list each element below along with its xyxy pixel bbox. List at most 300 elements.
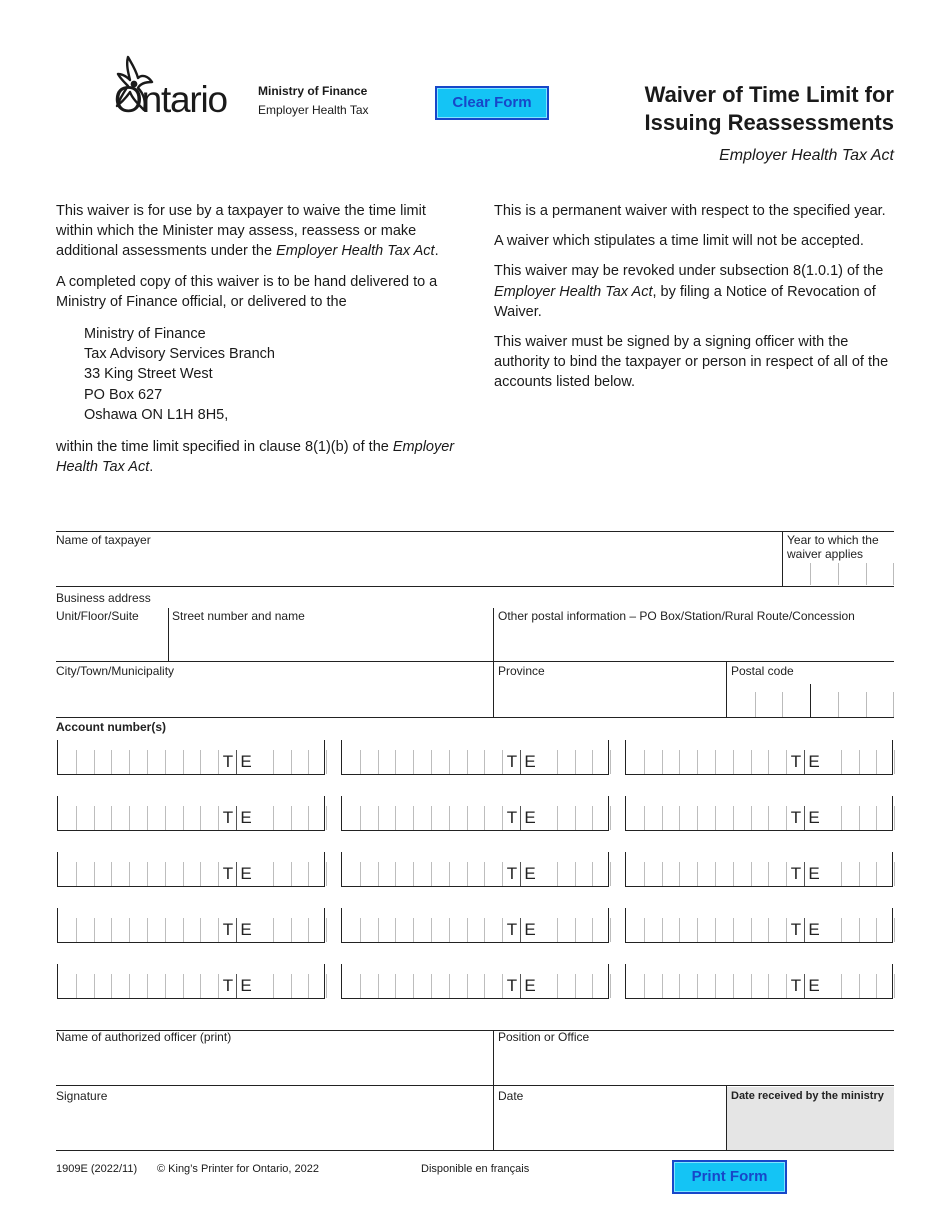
digit-divider xyxy=(413,974,414,998)
account-suffix-t: T xyxy=(790,976,802,995)
digit-divider xyxy=(557,918,558,942)
digit-divider xyxy=(147,806,148,830)
digit-divider xyxy=(449,750,450,774)
intro-text: . xyxy=(434,243,439,260)
digit-divider xyxy=(768,862,769,886)
digit-divider xyxy=(94,750,95,774)
digit-divider xyxy=(360,862,361,886)
year-label-line: Year to which the xyxy=(787,533,879,547)
digit-divider xyxy=(378,974,379,998)
intro-text: , by filing a Notice of Revocation of Waiver. xyxy=(494,283,876,320)
digit-divider xyxy=(575,750,576,774)
digit-divider xyxy=(592,862,593,886)
digit-divider xyxy=(733,750,734,774)
account-suffix-e: E xyxy=(240,808,252,827)
account-suffix-e: E xyxy=(808,864,820,883)
digit-divider xyxy=(273,806,274,830)
digit-divider xyxy=(662,974,663,998)
unit-field[interactable] xyxy=(56,625,166,659)
city-field[interactable] xyxy=(56,680,490,716)
intro-paragraph xyxy=(494,261,899,322)
digit-divider xyxy=(733,806,734,830)
digit-divider xyxy=(697,862,698,886)
digit-divider xyxy=(94,862,95,886)
digit-divider xyxy=(378,862,379,886)
digit-divider xyxy=(876,918,877,942)
divider xyxy=(168,608,169,661)
digit-divider xyxy=(644,862,645,886)
digit-divider xyxy=(147,862,148,886)
year-label-line: waiver applies xyxy=(787,547,864,561)
digit-divider xyxy=(894,918,895,942)
digit-divider xyxy=(360,974,361,998)
digit-divider xyxy=(147,974,148,998)
digit-divider xyxy=(273,974,274,998)
digit-divider xyxy=(76,918,77,942)
french-availability: Disponible en français xyxy=(421,1163,530,1175)
digit-divider xyxy=(768,918,769,942)
digit-divider xyxy=(273,862,274,886)
digit-divider xyxy=(697,806,698,830)
digit-divider xyxy=(308,918,309,942)
account-suffix-e: E xyxy=(808,808,820,827)
account-number-field[interactable] xyxy=(625,964,893,999)
digit-divider xyxy=(467,806,468,830)
intro-paragraph: This waiver must be signed by a signing officer with the authority to bind the taxpayer or person in respect of all of the accounts listed below. xyxy=(494,334,889,391)
account-suffix-t: T xyxy=(222,864,234,883)
digit-divider xyxy=(697,750,698,774)
digit-divider xyxy=(715,862,716,886)
intro-left-column xyxy=(56,201,466,487)
digit-divider xyxy=(291,806,292,830)
account-number-field[interactable] xyxy=(341,908,609,943)
digit-divider xyxy=(484,862,485,886)
digit-divider xyxy=(273,918,274,942)
digit-divider xyxy=(715,806,716,830)
position-field[interactable] xyxy=(498,1046,894,1084)
digit-divider xyxy=(467,750,468,774)
ministry-address xyxy=(84,324,466,425)
account-suffix-e: E xyxy=(524,808,536,827)
digit-divider xyxy=(592,806,593,830)
postal-digit-divider xyxy=(893,692,894,717)
digit-divider xyxy=(484,806,485,830)
digit-divider xyxy=(751,750,752,774)
account-suffix-e: E xyxy=(240,864,252,883)
digit-divider xyxy=(449,806,450,830)
unit-label: Unit/Floor/Suite xyxy=(56,609,139,623)
digit-divider xyxy=(841,918,842,942)
digit-divider xyxy=(378,918,379,942)
form-subtitle: Employer Health Tax Act xyxy=(719,147,894,164)
digit-divider xyxy=(165,750,166,774)
digit-divider xyxy=(111,918,112,942)
digit-divider xyxy=(395,806,396,830)
digit-divider xyxy=(111,974,112,998)
account-number-field[interactable] xyxy=(341,740,609,775)
digit-divider xyxy=(733,974,734,998)
digit-divider xyxy=(859,862,860,886)
digit-divider xyxy=(449,862,450,886)
divider xyxy=(56,717,894,718)
account-suffix-t: T xyxy=(790,752,802,771)
digit-divider xyxy=(715,750,716,774)
act-name: Employer Health Tax Act xyxy=(494,283,653,300)
digit-divider xyxy=(484,974,485,998)
digit-divider xyxy=(395,750,396,774)
digit-divider xyxy=(291,862,292,886)
account-suffix-t: T xyxy=(506,752,518,771)
taxpayer-name-label: Name of taxpayer xyxy=(56,533,151,547)
account-number-field[interactable] xyxy=(57,964,325,999)
digit-divider xyxy=(431,862,432,886)
act-name: Employer Health Tax Act xyxy=(276,243,435,260)
digit-divider xyxy=(697,918,698,942)
digit-divider xyxy=(200,862,201,886)
account-suffix-e: E xyxy=(808,920,820,939)
account-suffix-e: E xyxy=(240,976,252,995)
digit-divider xyxy=(413,862,414,886)
digit-divider xyxy=(326,750,327,774)
postal-digit-divider xyxy=(782,692,783,717)
digit-divider xyxy=(147,750,148,774)
digit-divider xyxy=(679,918,680,942)
digit-divider xyxy=(610,806,611,830)
digit-divider xyxy=(183,750,184,774)
digit-divider xyxy=(111,862,112,886)
digit-divider xyxy=(876,750,877,774)
divider xyxy=(56,661,894,662)
digit-divider xyxy=(326,806,327,830)
digit-divider xyxy=(395,974,396,998)
account-numbers-label: Account number(s) xyxy=(56,720,167,734)
digit-divider xyxy=(859,750,860,774)
form-number: 1909E (2022/11) xyxy=(56,1163,138,1175)
street-field[interactable] xyxy=(172,625,490,659)
postal-digit-divider xyxy=(838,692,839,717)
digit-divider xyxy=(76,750,77,774)
account-suffix-e: E xyxy=(524,920,536,939)
digit-divider xyxy=(129,862,130,886)
date-received-label: Date received by the ministry xyxy=(731,1090,884,1102)
digit-divider xyxy=(697,974,698,998)
digit-divider xyxy=(165,974,166,998)
digit-divider xyxy=(575,862,576,886)
city-label: City/Town/Municipality xyxy=(56,664,175,678)
act-name: Employer Health Tax Act xyxy=(56,439,455,476)
digit-divider xyxy=(575,974,576,998)
digit-divider xyxy=(431,806,432,830)
digit-divider xyxy=(467,974,468,998)
digit-divider xyxy=(395,918,396,942)
digit-divider xyxy=(360,806,361,830)
digit-divider xyxy=(557,862,558,886)
digit-divider xyxy=(449,974,450,998)
digit-divider xyxy=(662,862,663,886)
digit-divider xyxy=(291,974,292,998)
digit-divider xyxy=(715,974,716,998)
account-suffix-t: T xyxy=(222,976,234,995)
digit-divider xyxy=(326,862,327,886)
digit-divider xyxy=(592,918,593,942)
account-suffix-t: T xyxy=(222,752,234,771)
digit-divider xyxy=(610,918,611,942)
account-suffix-e: E xyxy=(524,752,536,771)
digit-divider xyxy=(183,918,184,942)
account-suffix-t: T xyxy=(790,920,802,939)
account-number-field[interactable] xyxy=(341,964,609,999)
digit-divider xyxy=(467,918,468,942)
department-name: Employer Health Tax xyxy=(258,103,369,117)
digit-divider xyxy=(431,750,432,774)
digit-divider xyxy=(326,918,327,942)
digit-divider xyxy=(129,806,130,830)
account-suffix-e: E xyxy=(808,752,820,771)
digit-divider xyxy=(679,750,680,774)
digit-divider xyxy=(165,918,166,942)
account-number-field[interactable] xyxy=(625,796,893,831)
digit-divider xyxy=(94,974,95,998)
digit-divider xyxy=(165,862,166,886)
digit-divider xyxy=(557,750,558,774)
form-title-line1: Waiver of Time Limit for xyxy=(644,82,894,107)
account-number-field[interactable] xyxy=(625,740,893,775)
account-suffix-t: T xyxy=(506,920,518,939)
digit-divider xyxy=(76,862,77,886)
year-digit-divider xyxy=(810,563,811,585)
digit-divider xyxy=(326,974,327,998)
digit-divider xyxy=(413,918,414,942)
account-number-field[interactable] xyxy=(625,908,893,943)
digit-divider xyxy=(751,974,752,998)
digit-divider xyxy=(876,862,877,886)
account-suffix-t: T xyxy=(790,808,802,827)
postal-digit-divider xyxy=(866,692,867,717)
digit-divider xyxy=(644,806,645,830)
digit-divider xyxy=(751,862,752,886)
year-digit-divider xyxy=(866,563,867,585)
province-label: Province xyxy=(498,664,545,678)
digit-divider xyxy=(360,918,361,942)
divider xyxy=(726,1085,727,1151)
digit-divider xyxy=(413,750,414,774)
digit-divider xyxy=(183,862,184,886)
ministry-block xyxy=(258,82,369,120)
digit-divider xyxy=(449,918,450,942)
digit-divider xyxy=(431,974,432,998)
account-suffix-t: T xyxy=(222,920,234,939)
digit-divider xyxy=(378,750,379,774)
divider xyxy=(56,1150,894,1151)
digit-divider xyxy=(662,750,663,774)
account-number-field[interactable] xyxy=(57,740,325,775)
digit-divider xyxy=(165,806,166,830)
account-suffix-t: T xyxy=(790,864,802,883)
form-title-line2: Issuing Reassessments xyxy=(644,110,894,135)
intro-paragraph xyxy=(56,201,466,262)
digit-divider xyxy=(768,806,769,830)
digit-divider xyxy=(360,750,361,774)
digit-divider xyxy=(467,862,468,886)
digit-divider xyxy=(644,974,645,998)
account-suffix-t: T xyxy=(506,808,518,827)
date-field[interactable] xyxy=(498,1105,723,1149)
account-number-field[interactable] xyxy=(57,908,325,943)
digit-divider xyxy=(200,918,201,942)
digit-divider xyxy=(894,974,895,998)
digit-divider xyxy=(859,806,860,830)
digit-divider xyxy=(575,918,576,942)
divider xyxy=(493,1030,494,1151)
account-number-field[interactable] xyxy=(57,852,325,887)
intro-paragraph: A completed copy of this waiver is to be hand delivered to a Ministry of Finance official, or delivered to the xyxy=(56,273,438,310)
account-suffix-e: E xyxy=(524,976,536,995)
digit-divider xyxy=(395,862,396,886)
intro-text: within the time limit specified in clause 8(1)(b) of the xyxy=(56,439,393,456)
digit-divider xyxy=(308,974,309,998)
account-suffix-t: T xyxy=(506,976,518,995)
digit-divider xyxy=(273,750,274,774)
divider xyxy=(56,586,894,587)
officer-name-field[interactable] xyxy=(56,1046,490,1084)
divider xyxy=(56,531,894,532)
business-address-label: Business address xyxy=(56,591,151,605)
digit-divider xyxy=(841,862,842,886)
intro-text: . xyxy=(149,459,154,476)
digit-divider xyxy=(592,974,593,998)
signature-field[interactable] xyxy=(56,1105,490,1149)
digit-divider xyxy=(557,974,558,998)
position-label: Position or Office xyxy=(498,1030,590,1044)
intro-paragraph: This is a permanent waiver with respect to the specified year. xyxy=(494,203,886,219)
digit-divider xyxy=(484,750,485,774)
digit-divider xyxy=(751,918,752,942)
digit-divider xyxy=(841,806,842,830)
digit-divider xyxy=(484,918,485,942)
street-label: Street number and name xyxy=(172,609,305,623)
signature-label: Signature xyxy=(56,1089,108,1103)
postal-digit-divider xyxy=(755,692,756,717)
digit-divider xyxy=(129,974,130,998)
print-form-button[interactable]: Print Form xyxy=(672,1160,787,1194)
account-number-field[interactable] xyxy=(341,852,609,887)
account-number-field[interactable] xyxy=(57,796,325,831)
digit-divider xyxy=(291,918,292,942)
digit-divider xyxy=(679,806,680,830)
address-line: Oshawa ON L1H 8H5, xyxy=(84,406,229,423)
taxpayer-name-field[interactable] xyxy=(56,548,780,585)
digit-divider xyxy=(894,862,895,886)
digit-divider xyxy=(894,806,895,830)
date-label: Date xyxy=(498,1089,524,1103)
digit-divider xyxy=(94,918,95,942)
digit-divider xyxy=(841,750,842,774)
intro-right-column xyxy=(494,201,899,403)
intro-paragraph: A waiver which stipulates a time limit will not be accepted. xyxy=(494,233,864,250)
year-digit-divider xyxy=(893,563,894,585)
ministry-name: Ministry of Finance xyxy=(258,84,368,98)
digit-divider xyxy=(768,974,769,998)
digit-divider xyxy=(751,806,752,830)
digit-divider xyxy=(610,974,611,998)
digit-divider xyxy=(94,806,95,830)
address-line: 33 King Street West xyxy=(84,366,213,383)
account-number-field[interactable] xyxy=(341,796,609,831)
digit-divider xyxy=(768,750,769,774)
digit-divider xyxy=(378,806,379,830)
copyright: © King’s Printer for Ontario, 2022 xyxy=(157,1163,319,1175)
province-field[interactable] xyxy=(498,680,723,716)
clear-form-button[interactable]: Clear Form xyxy=(435,86,549,120)
year-digit-divider xyxy=(838,563,839,585)
digit-divider xyxy=(147,918,148,942)
account-suffix-t: T xyxy=(222,808,234,827)
account-suffix-t: T xyxy=(506,864,518,883)
digit-divider xyxy=(413,806,414,830)
account-suffix-e: E xyxy=(240,920,252,939)
digit-divider xyxy=(592,750,593,774)
form-title xyxy=(645,81,894,137)
digit-divider xyxy=(129,918,130,942)
digit-divider xyxy=(733,918,734,942)
officer-name-label: Name of authorized officer (print) xyxy=(56,1030,232,1044)
digit-divider xyxy=(662,806,663,830)
digit-divider xyxy=(715,918,716,942)
digit-divider xyxy=(200,974,201,998)
digit-divider xyxy=(129,750,130,774)
ontario-wordmark: Ontario xyxy=(114,79,227,120)
digit-divider xyxy=(876,974,877,998)
postal-digit-divider xyxy=(810,684,811,717)
digit-divider xyxy=(76,806,77,830)
address-line: PO Box 627 xyxy=(84,386,163,403)
digit-divider xyxy=(859,974,860,998)
other-postal-label: Other postal information – PO Box/Station/Rural Route/Concession xyxy=(498,609,855,623)
account-number-field[interactable] xyxy=(625,852,893,887)
postal-code-label: Postal code xyxy=(731,664,794,678)
account-suffix-e: E xyxy=(524,864,536,883)
digit-divider xyxy=(859,918,860,942)
digit-divider xyxy=(111,806,112,830)
address-line: Tax Advisory Services Branch xyxy=(84,346,275,363)
digit-divider xyxy=(679,862,680,886)
digit-divider xyxy=(610,750,611,774)
digit-divider xyxy=(841,974,842,998)
intro-text: This waiver is for use by a taxpayer to waive the time limit within which the Minister may assess, reassess or make additional assessments under the xyxy=(56,203,426,260)
digit-divider xyxy=(733,862,734,886)
digit-divider xyxy=(308,806,309,830)
digit-divider xyxy=(76,974,77,998)
address-line: Ministry of Finance xyxy=(84,326,206,343)
digit-divider xyxy=(200,806,201,830)
divider xyxy=(56,1085,894,1086)
digit-divider xyxy=(610,862,611,886)
digit-divider xyxy=(200,750,201,774)
year-label xyxy=(787,533,879,561)
account-suffix-e: E xyxy=(240,752,252,771)
digit-divider xyxy=(679,974,680,998)
digit-divider xyxy=(308,750,309,774)
digit-divider xyxy=(644,750,645,774)
other-postal-field[interactable] xyxy=(498,625,894,659)
digit-divider xyxy=(644,918,645,942)
digit-divider xyxy=(662,918,663,942)
digit-divider xyxy=(876,806,877,830)
digit-divider xyxy=(291,750,292,774)
digit-divider xyxy=(183,974,184,998)
digit-divider xyxy=(557,806,558,830)
digit-divider xyxy=(431,918,432,942)
